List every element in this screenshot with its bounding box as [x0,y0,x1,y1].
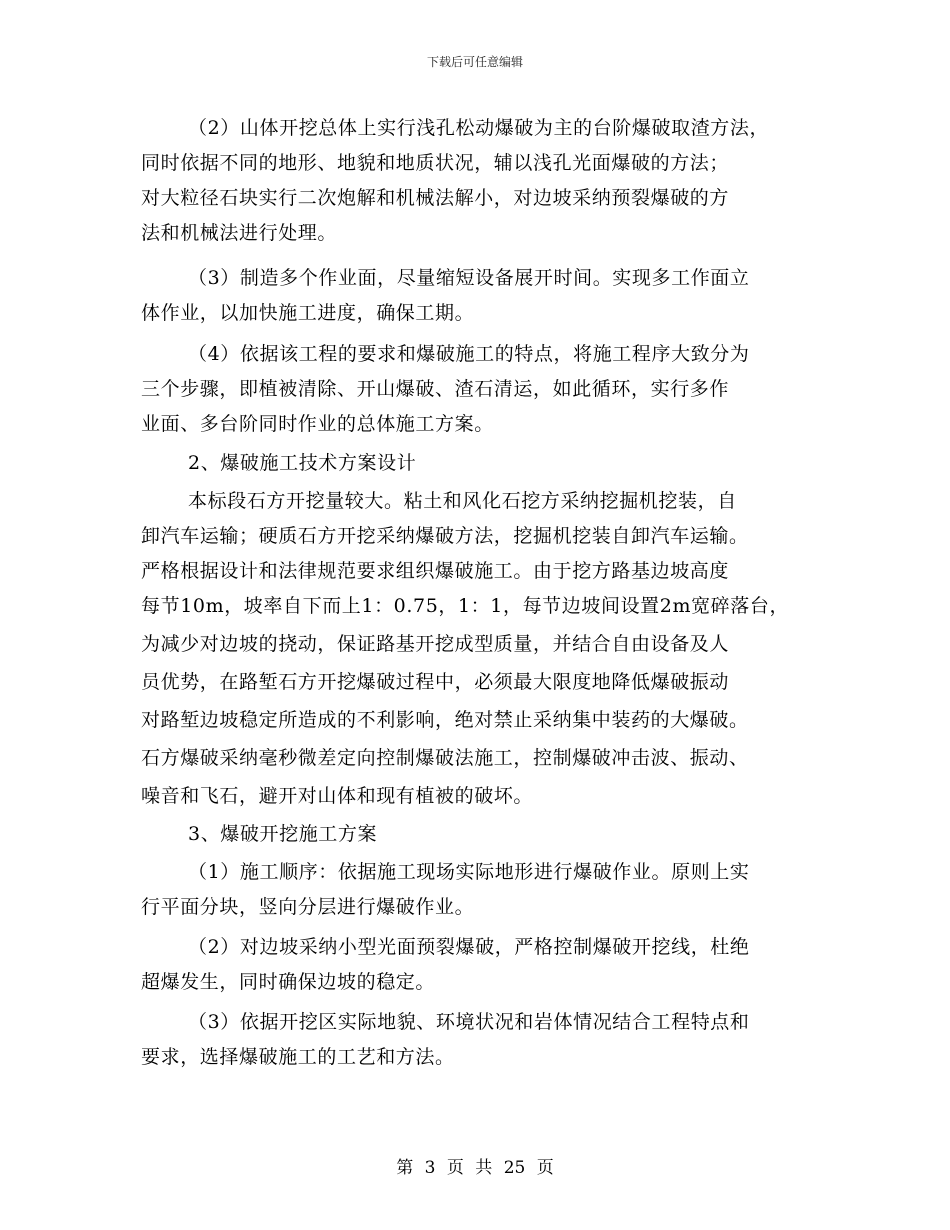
text-line: 噪音和飞石，避开对山体和现有植被的破坏。 [141,785,534,807]
section-heading: 2、爆破施工技术方案设计 [188,452,417,474]
text-line: （2）对边坡采纳小型光面预裂爆破，严格控制爆破开挖线，杜绝 [188,936,750,958]
text-line: （2）山体开挖总体上实行浅孔松动爆破为主的台阶爆破取渣方法， [188,117,770,139]
page-header: 下载后可任意编辑 [426,55,523,69]
page-footer: 第 3 页 共 25 页 [396,1158,554,1178]
text-line: 每节10m，坡率自下而上1：0.75，1：1，每节边坡间设置2m宽碎落台， [141,595,790,617]
text-line: 石方爆破采纳毫秒微差定向控制爆破法施工，控制爆破冲击波、振动、 [141,747,749,769]
text-line: 对大粒径石块实行二次炮解和机械法解小，对边坡采纳预裂爆破的方 [141,187,730,209]
text-line: 行平面分块，竖向分层进行爆破作业。 [141,896,475,918]
text-line: （3）依据开挖区实际地貌、环境状况和岩体情况结合工程特点和 [188,1011,750,1033]
section-heading: 3、爆破开挖施工方案 [188,823,378,845]
text-line: 员优势，在路堑石方开挖爆破过程中，必须最大限度地降低爆破振动 [141,671,730,693]
text-line: 业面、多台阶同时作业的总体施工方案。 [141,413,494,435]
text-line: （3）制造多个作业面，尽量缩短设备展开时间。实现多工作面立 [188,267,750,289]
text-line: 要求，选择爆破施工的工艺和方法。 [141,1046,455,1068]
text-line: 体作业，以加快施工进度，确保工期。 [141,302,475,324]
text-line: （1）施工顺序：依据施工现场实际地形进行爆破作业。原则上实 [188,861,750,883]
text-line: 卸汽车运输；硬质石方开挖采纳爆破方法，挖掘机挖装自卸汽车运输。 [141,525,749,547]
text-line: 超爆发生，同时确保边坡的稳定。 [141,971,436,993]
text-line: 对路堑边坡稳定所造成的不利影响，绝对禁止采纳集中装药的大爆破。 [141,709,749,731]
text-line: 严格根据设计和法律规范要求组织爆破施工。由于挖方路基边坡高度 [141,560,730,582]
text-line: 法和机械法进行处理。 [141,222,338,244]
text-line: 本标段石方开挖量较大。粘土和风化石挖方采纳挖掘机挖装，自 [188,490,737,512]
text-line: 同时依据不同的地形、地貌和地质状况，辅以浅孔光面爆破的方法； [141,152,730,174]
text-line: 三个步骤，即植被清除、开山爆破、渣石清运，如此循环，实行多作 [141,378,730,400]
text-line: （4）依据该工程的要求和爆破施工的特点，将施工程序大致分为 [188,343,750,365]
text-line: 为减少对边坡的挠动，保证路基开挖成型质量，并结合自由设备及人 [141,633,730,655]
